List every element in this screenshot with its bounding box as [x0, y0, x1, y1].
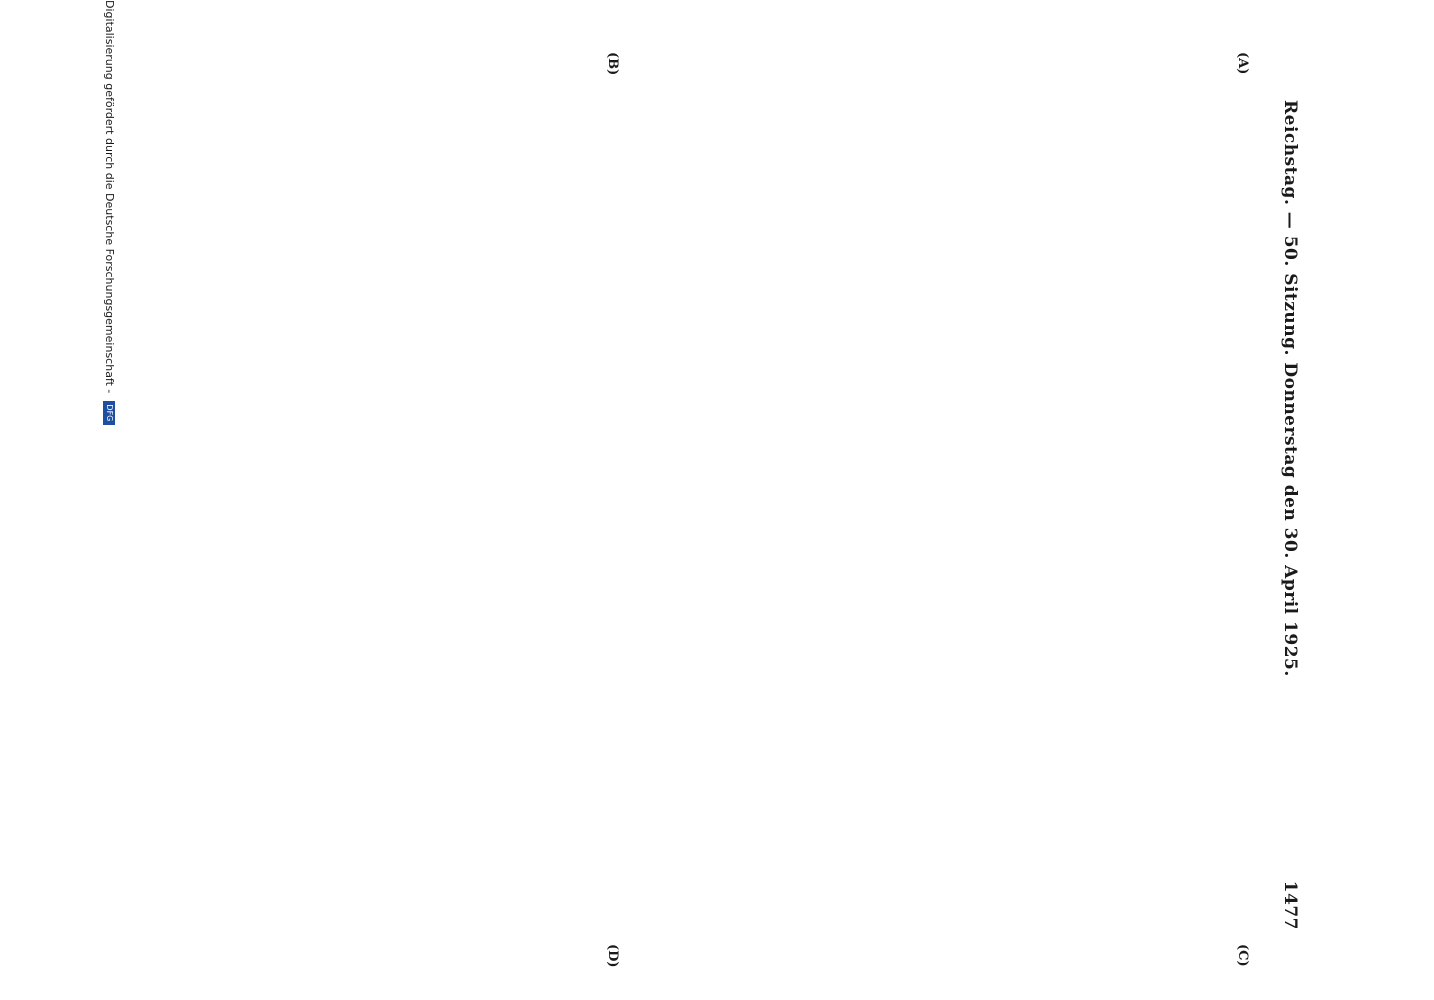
- paragraph: [1128, 530, 1168, 930]
- paragraph: [1216, 530, 1256, 930]
- running-title: Reichstag. — 50. Sitzung. Donnerstag den 30. April 1925.: [1280, 100, 1300, 677]
- paragraph: [1084, 100, 1124, 500]
- paragraph: [1040, 530, 1080, 930]
- dfg-logo-icon: DFG: [103, 401, 115, 425]
- page-number: 1477: [1280, 880, 1300, 930]
- paragraph: [776, 530, 816, 930]
- digitization-footer: [103, 0, 116, 1000]
- paragraph: [996, 100, 1036, 500]
- paragraph: [1040, 100, 1080, 500]
- margin-marker-d: (D): [605, 944, 620, 968]
- page-header: [1270, 100, 1300, 930]
- margin-marker-c: (C): [1235, 944, 1250, 967]
- paragraph: [1172, 530, 1212, 930]
- funding-note: Digitalisierung gefördert durch die Deutsche Forschungsgemeinschaft -: [103, 0, 116, 394]
- paragraph: [732, 530, 772, 930]
- text-column-right: [156, 530, 1256, 930]
- paragraph: [1128, 100, 1168, 500]
- paragraph: [864, 100, 904, 500]
- paragraph: [864, 530, 904, 930]
- paragraph: [1172, 100, 1212, 500]
- paragraph: [1216, 100, 1256, 500]
- text-column-left: [156, 100, 1256, 500]
- paragraph: [820, 530, 860, 930]
- document-sheet: [100, 0, 1340, 1000]
- paragraph: [952, 100, 992, 500]
- margin-marker-a: (A): [1235, 52, 1250, 75]
- paragraph: [908, 100, 948, 500]
- paragraph: [952, 530, 992, 930]
- paragraph: [1084, 530, 1124, 930]
- paragraph: [908, 530, 948, 930]
- margin-marker-b: (B): [605, 52, 620, 76]
- paragraph: [996, 530, 1036, 930]
